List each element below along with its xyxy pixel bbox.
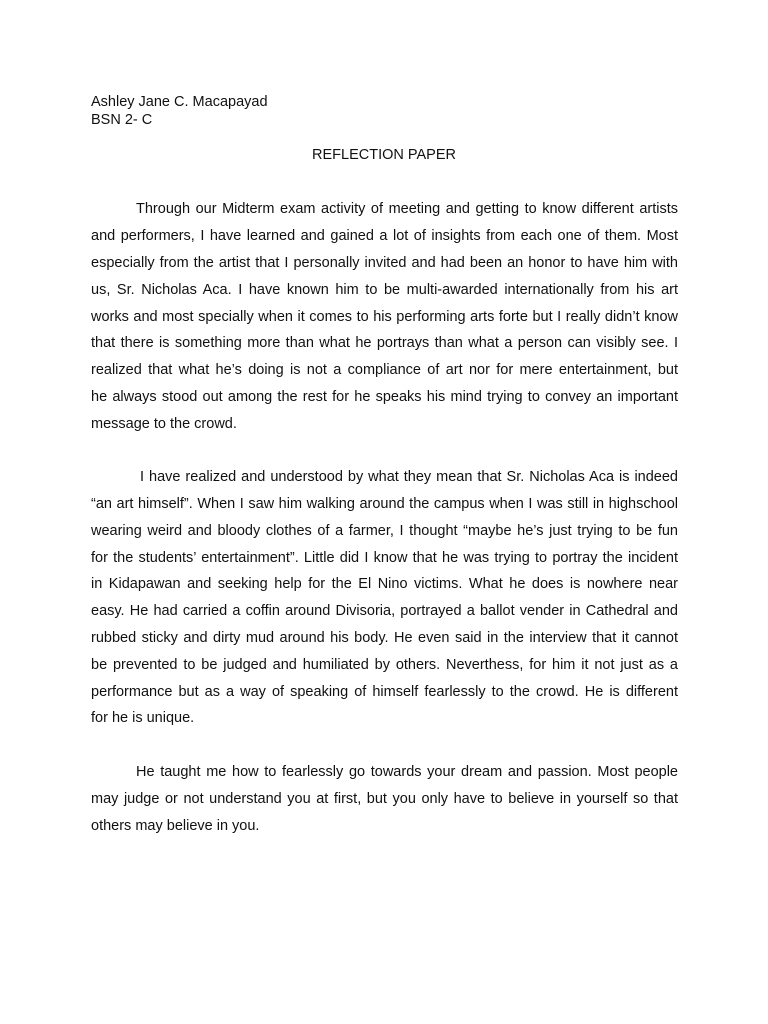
- paragraph-line: works and most specially when it comes to his performing arts forte but I really didn’t know: [91, 309, 678, 325]
- paragraph-line: especially from the artist that I personally invited and had been an honor to have him with: [91, 255, 678, 271]
- class-section: BSN 2- C: [91, 112, 153, 128]
- paragraph-line: Through our Midterm exam activity of meeting and getting to know different artists: [136, 201, 678, 217]
- paragraph-line: for he is unique.: [91, 710, 195, 726]
- paragraph-line: “an art himself”. When I saw him walking around the campus when I was still in highschool: [91, 496, 678, 512]
- paragraph-line: I have realized and understood by what they mean that Sr. Nicholas Aca is indeed: [140, 469, 678, 485]
- paragraph-line: be prevented to be judged and humiliated by others. Neverthess, for him it not just as a: [91, 657, 678, 673]
- paragraph-line: others may believe in you.: [91, 818, 260, 834]
- paragraph-line: may judge or not understand you at first, but you only have to believe in yourself so that: [91, 791, 678, 807]
- author-name: Ashley Jane C. Macapayad: [91, 94, 268, 110]
- document-title: REFLECTION PAPER: [312, 147, 456, 163]
- paragraph-line: performance but as a way of speaking of himself fearlessly to the crowd. He is different: [91, 684, 678, 700]
- paragraph-line: He taught me how to fearlessly go towards your dream and passion. Most people: [136, 764, 678, 780]
- paragraph-line: realized that what he’s doing is not a compliance of art nor for mere entertainment, but: [91, 362, 678, 378]
- paragraph-line: rubbed sticky and dirty mud around his body. He even said in the interview that it cannot: [91, 630, 678, 646]
- paragraph-line: easy. He had carried a coffin around Divisoria, portrayed a ballot vender in Cathedral and: [91, 603, 678, 619]
- paragraph-line: and performers, I have learned and gained a lot of insights from each one of them. Most: [91, 228, 678, 244]
- paragraph-line: that there is something more than what he portrays than what a person can visibly see. I: [91, 335, 678, 351]
- paragraph-line: for the students’ entertainment”. Little did I know that he was trying to portray the incident: [91, 550, 678, 566]
- paragraph-line: us, Sr. Nicholas Aca. I have known him to be multi-awarded internationally from his art: [91, 282, 678, 298]
- paragraph-line: message to the crowd.: [91, 416, 237, 432]
- paragraph-line: he always stood out among the rest for he speaks his mind trying to convey an important: [91, 389, 678, 405]
- paragraph-line: wearing weird and bloody clothes of a farmer, I thought “maybe he’s just trying to be fun: [91, 523, 678, 539]
- paragraph-line: in Kidapawan and seeking help for the El Nino victims. What he does is nowhere near: [91, 576, 678, 592]
